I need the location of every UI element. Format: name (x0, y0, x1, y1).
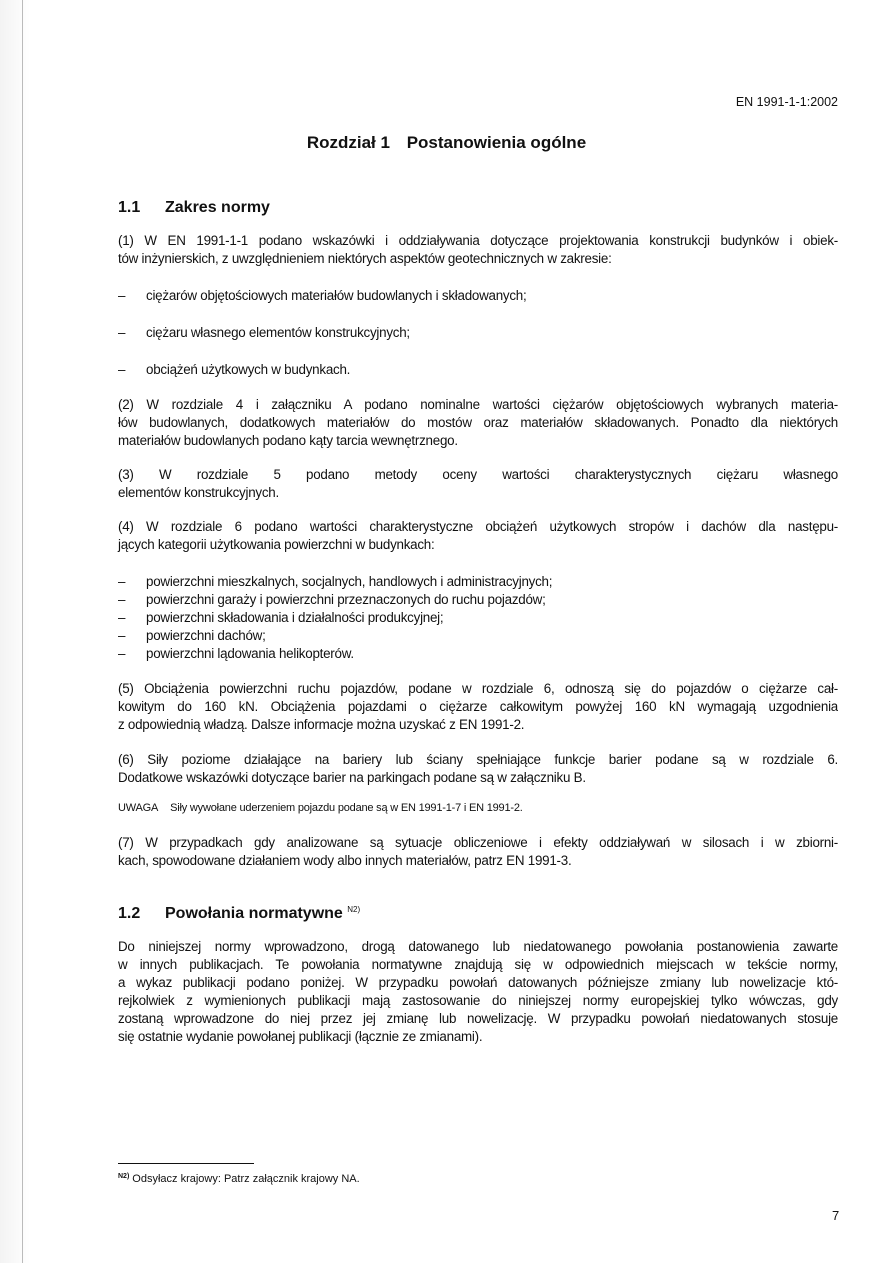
section-number: 1.2 (118, 905, 141, 922)
bullet-dash-icon: – (118, 610, 126, 625)
paragraph-line: zostaną wprowadzone do niej przez jej zmianę lub nowelizację. W przypadku powołań niedatowanych stosuje (118, 1011, 838, 1026)
paragraph-line: (2) W rozdziale 4 i załączniku A podano nominalne wartości ciężarów objętościowych wybranych materia- (118, 397, 838, 412)
paragraph-line: Do niniejszej normy wprowadzono, drogą datowanego lub niedatowanego powołania postanowienia zawarte (118, 939, 838, 954)
paragraph-line: a wykaz publikacji podano poniżej. W przypadku powołań datowanych późniejsze zmiany lub nowelizacje któ- (118, 975, 838, 990)
paragraph-line: (3) W rozdziale 5 podano metody oceny wartości charakterystycznych ciężaru własnego (118, 467, 838, 482)
chapter-label: Rozdział 1 (306, 133, 390, 152)
bullet-text: powierzchni garaży i powierzchni przeznaczonych do ruchu pojazdów; (146, 592, 546, 607)
paragraph-line: kach, spowodowane działaniem wody albo innych materiałów, patrz EN 1991-3. (118, 853, 572, 868)
paragraph-line: (1) W EN 1991-1-1 podano wskazówki i oddziaływania dotyczące projektowania konstrukcji budynków i obiek- (118, 233, 838, 248)
section-title: Powołania normatywne (165, 905, 343, 922)
note (118, 802, 523, 814)
footnote-marker: N2) (118, 1173, 130, 1180)
chapter-title (0, 133, 893, 153)
bullet-text: ciężaru własnego elementów konstrukcyjnych; (146, 325, 410, 340)
section-heading-1-1 (118, 199, 270, 217)
bullet-dash-icon: – (118, 628, 126, 643)
paragraph-line: Dodatkowe wskazówki dotyczące barier na parkingach podane są w załączniku B. (118, 770, 586, 785)
bullet-dash-icon: – (118, 288, 126, 303)
section-number: 1.1 (118, 199, 141, 216)
bullet-text: obciążeń użytkowych w budynkach. (146, 362, 351, 377)
paragraph-line: kowitym do 160 kN. Obciążenia pojazdami o ciężarze całkowitym powyżej 160 kN wymagają uzgodnienia (118, 699, 838, 714)
bullet-dash-icon: – (118, 646, 126, 661)
paragraph-line: się ostatnie wydanie powołanej publikacji (łącznie ze zmianami). (118, 1029, 483, 1044)
paragraph-line: (4) W rozdziale 6 podano wartości charakterystyczne obciążeń użytkowych stropów i dachów dla następu- (118, 519, 838, 534)
paragraph-line: rejkolwiek z wymienionych publikacji mają zastosowanie do niniejszej normy europejskiej tylko wówczas, gdy (118, 993, 838, 1008)
bullet-dash-icon: – (118, 574, 126, 589)
bullet-text: ciężarów objętościowych materiałów budowlanych i składowanych; (146, 288, 527, 303)
paragraph-line: tów inżynierskich, z uwzględnieniem niektórych aspektów geotechnicznych w zakresie: (118, 251, 612, 266)
page-number: 7 (832, 1208, 840, 1223)
scan-edge (0, 0, 30, 1263)
paragraph-line: (7) W przypadkach gdy analizowane są sytuacje obliczeniowe i efekty oddziaływań w silosach i w zbiorni- (118, 835, 838, 850)
standard-code-header: EN 1991-1-1:2002 (735, 95, 838, 109)
bullet-text: powierzchni mieszkalnych, socjalnych, handlowych i administracyjnych; (146, 574, 553, 589)
footnote-text: Odsyłacz krajowy: Patrz załącznik krajowy NA. (132, 1173, 360, 1185)
paragraph-line: łów budowlanych, dodatkowych materiałów do mostów oraz materiałów składowanych. Ponadto dla niektórych (118, 415, 838, 430)
paragraph-line: (5) Obciążenia powierzchni ruchu pojazdów, podane w rozdziale 6, odnoszą się do pojazdów o ciężarze cał- (118, 681, 838, 696)
footnote-ref[interactable]: N2) (347, 905, 361, 914)
paragraph-line: (6) Siły poziome działające na bariery lub ściany spełniające funkcje barier podane są w rozdziale 6. (118, 752, 838, 767)
chapter-name: Postanowienia ogólne (406, 133, 587, 152)
paragraph-line: w innych publikacjach. Te powołania normatywne znajdują się w odpowiednich miejscach w tekście normy, (118, 957, 838, 972)
bullet-dash-icon: – (118, 325, 126, 340)
note-label: UWAGA (118, 802, 159, 814)
paragraph-line: z odpowiednią władzą. Dalsze informacje można uzyskać z EN 1991-2. (118, 717, 525, 732)
paragraph-line: elementów konstrukcyjnych. (118, 485, 279, 500)
paragraph-line: materiałów budowlanych podano kąty tarcia wewnętrznego. (118, 433, 458, 448)
bullet-text: powierzchni dachów; (146, 628, 266, 643)
footnote (118, 1173, 360, 1185)
footnote-divider (118, 1163, 254, 1164)
note-text: Siły wywołane uderzeniem pojazdu podane są w EN 1991-1-7 i EN 1991-2. (170, 802, 523, 814)
bullet-text: powierzchni składowania i działalności produkcyjnej; (146, 610, 444, 625)
paragraph-line: jących kategorii użytkowania powierzchni w budynkach: (118, 537, 435, 552)
section-heading-1-2 (118, 905, 360, 923)
bullet-dash-icon: – (118, 362, 126, 377)
bullet-text: powierzchni lądowania helikopterów. (146, 646, 354, 661)
section-title: Zakres normy (165, 199, 270, 216)
bullet-dash-icon: – (118, 592, 126, 607)
